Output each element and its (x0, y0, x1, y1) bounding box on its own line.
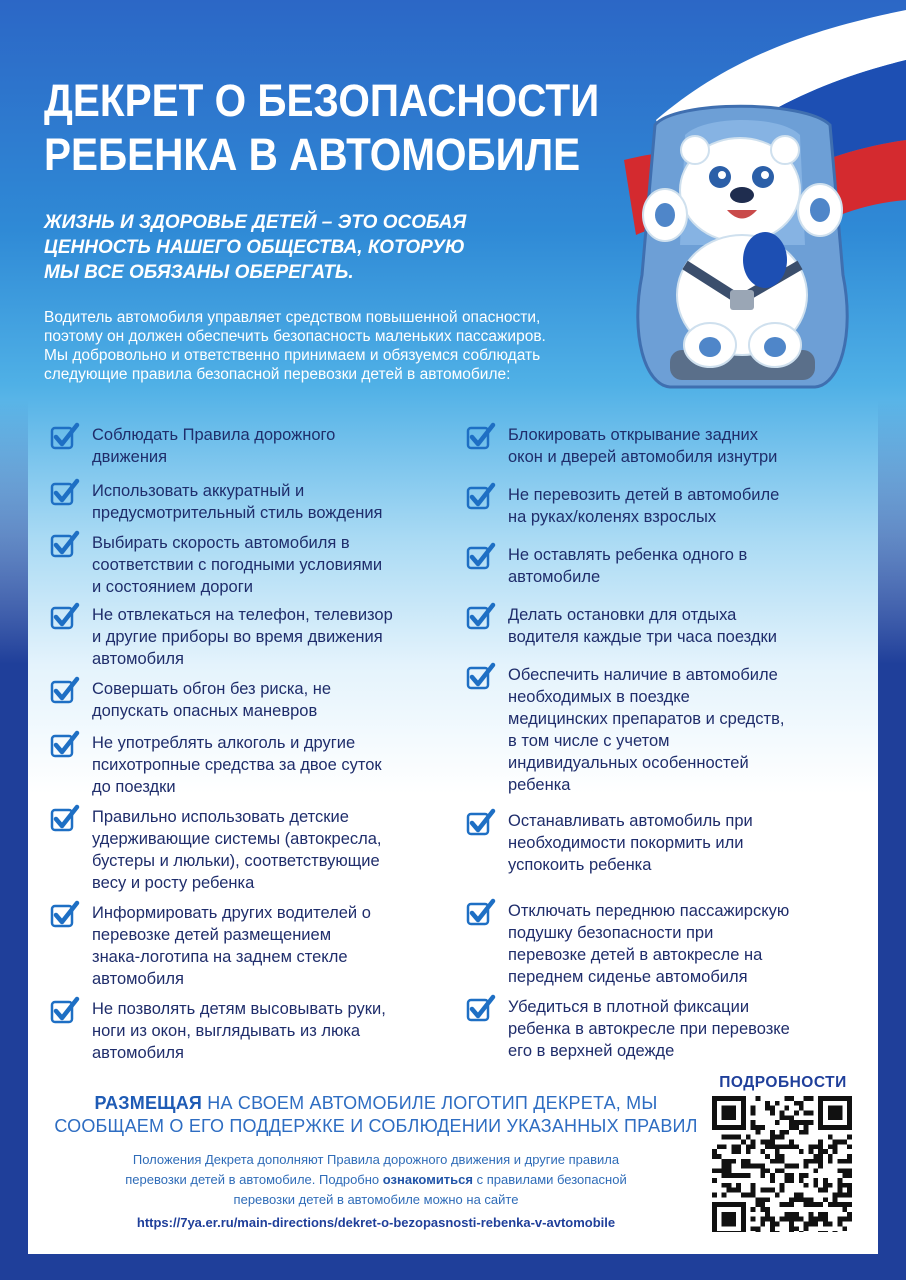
rule-text-line: Делать остановки для отдыха (508, 606, 737, 624)
bottom-note-line-2a: перевозки детей в автомобиле. Подробно (125, 1172, 383, 1187)
bottom-note-line-3: перевозки детей в автомобиле можно на сайте (233, 1192, 519, 1207)
rule-text-line: успокоить ребенка (508, 856, 652, 874)
rule-text-line: Не употреблять алкоголь и другие (92, 734, 356, 752)
rule-text-line: перевозке детей размещением (92, 926, 332, 944)
rule-text-line: Использовать аккуратный и (92, 482, 305, 500)
checkbox-checked-icon (466, 662, 496, 692)
rule-text (508, 996, 853, 1062)
rule-text (92, 424, 437, 468)
rule-text-line: Соблюдать Правила дорожного (92, 426, 336, 444)
rule-text-line: перевозке детей в автокресле на (508, 946, 763, 964)
intro-line-4: следующие правила безопасной перевозки детей в автомобиле: (44, 366, 511, 383)
rule-text-line: знака-логотипа на заднем стекле (92, 948, 348, 966)
rule-text (508, 900, 853, 988)
rule-text (508, 484, 853, 528)
rule-text-line: весу и росту ребенка (92, 874, 255, 892)
intro-line-3: Мы добровольно и ответственно принимаем и обязуемся соблюдать (44, 347, 541, 364)
rule-text-line: и состоянием дороги (92, 578, 253, 596)
rule-text (508, 424, 853, 468)
rule-text (92, 732, 437, 798)
rule-text-line: Совершать обгон без риска, не (92, 680, 332, 698)
title-line-2: РЕБЕНКА В АВТОМОБИЛЕ (44, 129, 581, 180)
rule-text-line: удерживающие системы (автокресла, (92, 830, 382, 848)
rule-text-line: индивидуальных особенностей (508, 754, 749, 772)
rule-text-line: автомобиля (92, 650, 184, 668)
rule-text (508, 810, 853, 876)
rule-text (92, 806, 437, 894)
checkbox-checked-icon (50, 602, 80, 632)
rule-text-line: движения (92, 448, 168, 466)
rule-text-line: окон и дверей автомобиля изнутри (508, 448, 778, 466)
bottom-headline (46, 1092, 706, 1138)
rule-text-line: водителя каждые три часа поездки (508, 628, 777, 646)
rule-text-line: автомобиля (92, 1044, 184, 1062)
rule-text (508, 664, 853, 796)
bottom-headline-rest: НА СВОЕМ АВТОМОБИЛЕ ЛОГОТИП ДЕКРЕТА, МЫ (202, 1093, 658, 1113)
rule-text-line: на руках/коленях взрослых (508, 508, 717, 526)
qr-label: ПОДРОБНОСТИ (719, 1074, 847, 1091)
rule-text (92, 902, 437, 990)
checkbox-checked-icon (50, 996, 80, 1026)
rule-text-line: ребенка в автокресле при перевозке (508, 1020, 790, 1038)
bottom-note (56, 1150, 696, 1210)
qr-code[interactable] (712, 1096, 852, 1236)
bottom-headline-bold: РАЗМЕЩАЯ (94, 1093, 203, 1113)
checkbox-checked-icon (466, 542, 496, 572)
rule-text-line: допускать опасных маневров (92, 702, 318, 720)
title-line-1: ДЕКРЕТ О БЕЗОПАСНОСТИ (44, 75, 600, 126)
rule-text (508, 544, 853, 588)
checkbox-checked-icon (50, 804, 80, 834)
rule-text-line: бустеры и люльки), соответствующие (92, 852, 380, 870)
rule-text-line: предусмотрительный стиль вождения (92, 504, 383, 522)
rule-text-line: психотропные средства за двое суток (92, 756, 382, 774)
subtitle-line-3: МЫ ВСЕ ОБЯЗАНЫ ОБЕРЕГАТЬ. (44, 262, 354, 283)
rule-text-line: Правильно использовать детские (92, 808, 349, 826)
rule-text (92, 998, 437, 1064)
rule-text-line: автомобиле (508, 568, 601, 586)
frame-bottom (0, 1254, 906, 1280)
rule-text-line: Не оставлять ребенка одного в (508, 546, 748, 564)
rule-text-line: и другие приборы во время движения (92, 628, 383, 646)
rule-text (92, 604, 437, 670)
rule-text-line: подушку безопасности при (508, 924, 714, 942)
rule-text-line: Информировать других водителей о (92, 904, 371, 922)
checkbox-checked-icon (50, 676, 80, 706)
rule-text-line: автомобиля (92, 970, 184, 988)
bottom-note-line-2b: с правилами безопасной (472, 1172, 627, 1187)
bottom-headline-line-2: СООБЩАЕМ О ЕГО ПОДДЕРЖКЕ И СОБЛЮДЕНИИ УКАЗАННЫХ ПРАВИЛ (54, 1116, 698, 1136)
rule-text-line: Не отвлекаться на телефон, телевизор (92, 606, 393, 624)
rule-text-line: ребенка (508, 776, 571, 794)
rule-text-line: Не позволять детям высовывать руки, (92, 1000, 386, 1018)
rule-text-line: Выбирать скорость автомобиля в (92, 534, 350, 552)
rule-text (92, 678, 437, 722)
rule-text (92, 532, 437, 598)
checkbox-checked-icon (466, 602, 496, 632)
bottom-headline-line-1 (46, 1092, 706, 1115)
bottom-note-line-2 (56, 1170, 696, 1190)
rule-text-line: переднем сиденье автомобиля (508, 968, 748, 986)
checkbox-checked-icon (50, 900, 80, 930)
rule-text-line: Останавливать автомобиль при (508, 812, 753, 830)
checkbox-checked-icon (466, 482, 496, 512)
rule-text-line: необходимости покормить или (508, 834, 744, 852)
bottom-note-line-1: Положения Декрета дополняют Правила дорожного движения и другие правила (132, 1152, 620, 1167)
checkbox-checked-icon (466, 898, 496, 928)
subtitle-line-1: ЖИЗНЬ И ЗДОРОВЬЕ ДЕТЕЙ – ЭТО ОСОБАЯ (44, 212, 467, 233)
rule-text-line: его в верхней одежде (508, 1042, 675, 1060)
rule-text-line: необходимых в поездке (508, 688, 690, 706)
rule-text-line: Отключать переднюю пассажирскую (508, 902, 790, 920)
checkbox-checked-icon (466, 808, 496, 838)
website-link[interactable]: https://7ya.er.ru/main-directions/dekret-o-bezopasnosti-rebenka-v-avtomobile (136, 1215, 616, 1230)
rule-text-line: Убедиться в плотной фиксации (508, 998, 750, 1016)
checkbox-checked-icon (50, 422, 80, 452)
intro-line-1: Водитель автомобиля управляет средством повышенной опасности, (44, 309, 541, 326)
polar-bear-car-seat-illustration (615, 95, 870, 395)
frame-left (0, 400, 28, 1280)
subtitle (44, 210, 514, 285)
rule-text-line: соответствии с погодными условиями (92, 556, 383, 574)
rule-text (92, 480, 437, 524)
rule-text (508, 604, 853, 648)
intro-line-2: поэтому он должен обеспечить безопасность маленьких пассажиров. (44, 328, 546, 345)
subtitle-line-2: ЦЕННОСТЬ НАШЕГО ОБЩЕСТВА, КОТОРУЮ (44, 237, 465, 258)
rule-text-line: ноги из окон, выглядывать из люка (92, 1022, 361, 1040)
rule-text-line: Обеспечить наличие в автомобиле (508, 666, 778, 684)
rule-text-line: Не перевозить детей в автомобиле (508, 486, 780, 504)
rule-text-line: до поездки (92, 778, 176, 796)
rule-text-line: в том числе с учетом (508, 732, 670, 750)
checkbox-checked-icon (50, 530, 80, 560)
checkbox-checked-icon (466, 422, 496, 452)
checkbox-checked-icon (50, 730, 80, 760)
page-title (44, 74, 600, 182)
bottom-note-bold: ознакомиться (382, 1172, 473, 1187)
rule-text-line: медицинских препаратов и средств, (508, 710, 785, 728)
rule-text-line: Блокировать открывание задних (508, 426, 758, 444)
checkbox-checked-icon (466, 994, 496, 1024)
intro-paragraph (44, 308, 644, 384)
frame-right (878, 400, 906, 1280)
checkbox-checked-icon (50, 478, 80, 508)
